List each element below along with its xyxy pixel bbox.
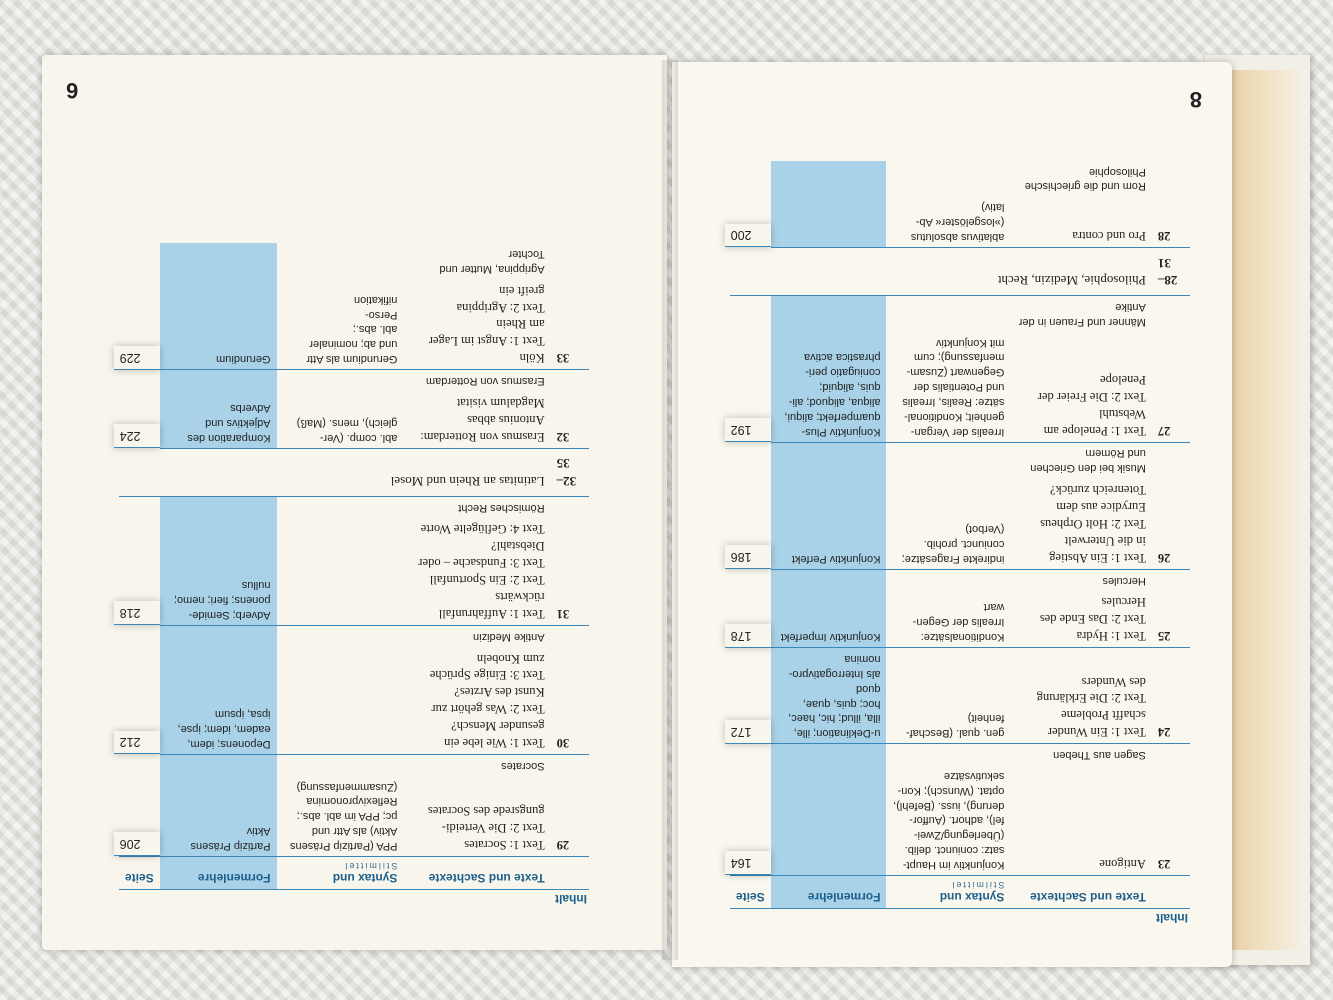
chapter-texts: Text 1: Ein Abstieg in die Unterwelt Text 2: Holt Orpheus Eurydice aus dem Totenreich zurück?: [1010, 478, 1151, 569]
group-number: 32–35: [551, 448, 589, 496]
chapter-form: Deponens; idem, eadem, idem; ipse, ipsa, ipsum: [160, 647, 277, 755]
chapter-number: 29: [551, 776, 589, 857]
toc-row: [730, 196, 1190, 247]
toc-topic-row: [730, 744, 1190, 765]
chapter-topic: Sagen aus Theben: [1053, 749, 1146, 762]
toc-topic-row: [119, 754, 589, 775]
chapter-texts: Text 1: Ein Wunder schafft Probleme Text 2: Die Erklärung des Wunders: [1010, 648, 1151, 744]
chapter-form: Komparation des Adjektivs und Adverbs: [160, 391, 277, 448]
col-form: Formenlehre: [160, 857, 277, 890]
toc-header-row: [119, 857, 589, 890]
page-number: 6: [66, 78, 79, 103]
col-syntax: Syntax und Stilmittel: [886, 876, 1010, 909]
toc-topic-row: [730, 569, 1190, 590]
chapter-topic: Erasmus von Rotterdam: [425, 375, 545, 388]
toc-row: [730, 591, 1190, 648]
chapter-topic: Männer und Frauen in der Antike: [1018, 300, 1146, 328]
chapter-form: Adverb; Semide- ponens; fieri; nemo; nullus: [160, 518, 277, 626]
chapter-syntax: Konjunktiv im Haupt- satz: coniunct. delib. (Überlegung/Zwei- fel), adhort. (Auffor- derung), iuss. (Befehl), optat. (Wunsch); Kon- sekutivsätze: [886, 765, 1010, 875]
toc-table-right: [730, 161, 1190, 909]
col-texts: Texte und Sachtexte: [403, 857, 550, 890]
toc-table-left: [119, 243, 589, 890]
chapter-syntax: indirekte Fragesätze; coniunct. prohib. (Verbot): [886, 478, 1010, 569]
chapter-number: 25: [1152, 591, 1190, 648]
toc-topic-row: [730, 296, 1190, 332]
chapter-form: Gerundium: [160, 279, 277, 370]
toc-row: [119, 647, 589, 755]
toc-row: [730, 765, 1190, 875]
toc-row: [119, 391, 589, 448]
chapter-page: 206: [114, 832, 160, 856]
chapter-page: 178: [725, 624, 771, 648]
chapter-form: [771, 196, 887, 247]
toc-topic-row: [119, 370, 589, 391]
group-title: Latinitas an Rhein und Mosel: [119, 448, 551, 496]
chapter-page: 218: [114, 601, 160, 625]
toc-topic-row: [119, 625, 589, 646]
chapter-topic: Hercules: [1102, 574, 1146, 587]
chapter-page: 212: [114, 731, 160, 755]
chapter-syntax: Konditionalsätze: Irrealis der Gegen- wart: [886, 591, 1010, 648]
chapter-form: Konjunktiv Perfekt: [771, 478, 887, 569]
col-page: Seite: [730, 876, 771, 909]
chapter-form: Partizip Präsens Aktiv: [160, 776, 277, 857]
chapter-topic: Agrippina, Mutter und Tochter: [439, 247, 545, 275]
section-label: Inhalt: [555, 892, 587, 906]
col-texts: Texte und Sachtexte: [1010, 876, 1151, 909]
chapter-number: 32: [551, 391, 589, 448]
chapter-number: 24: [1152, 648, 1190, 744]
toc-row: [119, 776, 589, 857]
toc-group-row: [730, 247, 1190, 295]
chapter-page: 224: [114, 424, 160, 448]
chapter-syntax: Gerundium als Attr und ab; nominaler abl. abs.; Perso- nifikation: [277, 279, 404, 370]
chapter-page: 186: [725, 545, 771, 569]
chapter-texts: Erasmus von Rotterdam: Antonius abbas Magdalum visitat: [403, 391, 550, 448]
chapter-syntax: [277, 518, 404, 626]
toc-topic-row: [730, 161, 1190, 197]
chapter-syntax: Irrealis der Vergan- genheit; Konditional- sätze: Realis, Irrealis und Potentialis der Gegenwart (Zusam- menfassung); cum mit Konjunktiv: [886, 332, 1010, 442]
chapter-page: 172: [725, 720, 771, 744]
chapter-number: 23: [1152, 765, 1190, 875]
group-title: Philosophie, Medizin, Recht: [730, 247, 1152, 295]
chapter-number: 33: [551, 279, 589, 370]
toc-row: [730, 332, 1190, 442]
toc-row: [730, 478, 1190, 569]
chapter-page: 200: [725, 224, 771, 248]
chapter-form: Konjunktiv Plus- quamperfekt; aliqui, aliqua, aliquod; ali- quis, aliquid; coniugatio peri- phrastica activa: [771, 332, 887, 442]
chapter-texts: Text 1: Penelope am Webstuhl Text 2: Die Freier der Penelope: [1010, 332, 1151, 442]
page-number: 8: [1189, 87, 1202, 112]
toc-header-row: [730, 876, 1190, 909]
chapter-form: [771, 765, 887, 875]
book-gutter: [662, 60, 678, 960]
chapter-topic: Rom und die griechische Philosophie: [1024, 165, 1146, 193]
chapter-page: 192: [725, 418, 771, 442]
right-page: [672, 62, 1232, 967]
chapter-syntax: gen. qual. (Beschaf- fenheit): [886, 648, 1010, 744]
chapter-texts: Text 1: Socrates Text 2: Die Verteidi- gungsrede des Socrates: [403, 776, 550, 857]
chapter-topic: Antike Medizin: [473, 630, 545, 643]
right-page-content: [672, 62, 1232, 967]
toc-topic-row: [119, 496, 589, 517]
chapter-syntax: [277, 647, 404, 755]
col-syntax: Syntax und Stilmittel: [277, 857, 404, 890]
toc-row: [119, 279, 589, 370]
col-page: Seite: [119, 857, 160, 890]
chapter-number: 26: [1152, 478, 1190, 569]
chapter-texts: Text 1: Wie lebe ein gesunder Mensch? Text 2: Was gehört zur Kunst des Arztes? Text 3: Einige Sprüche zum Knobeln: [403, 647, 550, 755]
toc-group-row: [119, 448, 589, 496]
col-form: Formenlehre: [771, 876, 887, 909]
group-number: 28–31: [1152, 247, 1190, 295]
chapter-number: 30: [551, 647, 589, 755]
chapter-texts: Text 1: Auffahrunfall rückwärts Text 2: Ein Sportunfall Text 3: Fundsache – oder Diebstahl? Text 4: Geflügelte Worte: [403, 518, 550, 626]
toc-topic-row: [119, 243, 589, 279]
chapter-syntax: abl. comp. (Ver- gleich), mens. (Maß): [277, 391, 404, 448]
chapter-texts: Köln Text 1: Angst im Lager am Rhein Text 2: Agrippina greift ein: [403, 279, 550, 370]
section-label: Inhalt: [1156, 911, 1188, 925]
chapter-number: 27: [1152, 332, 1190, 442]
toc-row: [730, 648, 1190, 744]
chapter-topic: Musik bei den Griechen und Römern: [1030, 447, 1146, 475]
toc-row: [119, 518, 589, 626]
chapter-page: 164: [725, 851, 771, 875]
chapter-number: 31: [551, 518, 589, 626]
chapter-number: 28: [1152, 196, 1190, 247]
chapter-form: u-Deklination; ille, illa, illud; hic, haec, hoc; quis, quae, quod als Interrogativpro- nomina: [771, 648, 887, 744]
chapter-syntax: PPA (Partizip Präsens Aktiv) als Attr und pc; PPA im abl. abs.; Reflexivpronomina (Zusammenfassung): [277, 776, 404, 857]
chapter-syntax: ablativus absolutus (»losgelöster« Ab- lativ): [886, 196, 1010, 247]
chapter-texts: Pro und contra: [1010, 196, 1151, 247]
chapter-texts: Text 1: Hydra Text 2: Das Ende des Hercules: [1010, 591, 1151, 648]
cover-stain: [1230, 70, 1305, 950]
toc-topic-row: [730, 442, 1190, 478]
chapter-topic: Römisches Recht: [458, 501, 545, 514]
left-page-content: [42, 55, 667, 950]
chapter-page: 229: [114, 346, 160, 370]
chapter-topic: Socrates: [501, 759, 545, 772]
chapter-texts: Antigone: [1010, 765, 1151, 875]
chapter-form: Konjunktiv Imperfekt: [771, 591, 887, 648]
left-page: [42, 55, 667, 950]
